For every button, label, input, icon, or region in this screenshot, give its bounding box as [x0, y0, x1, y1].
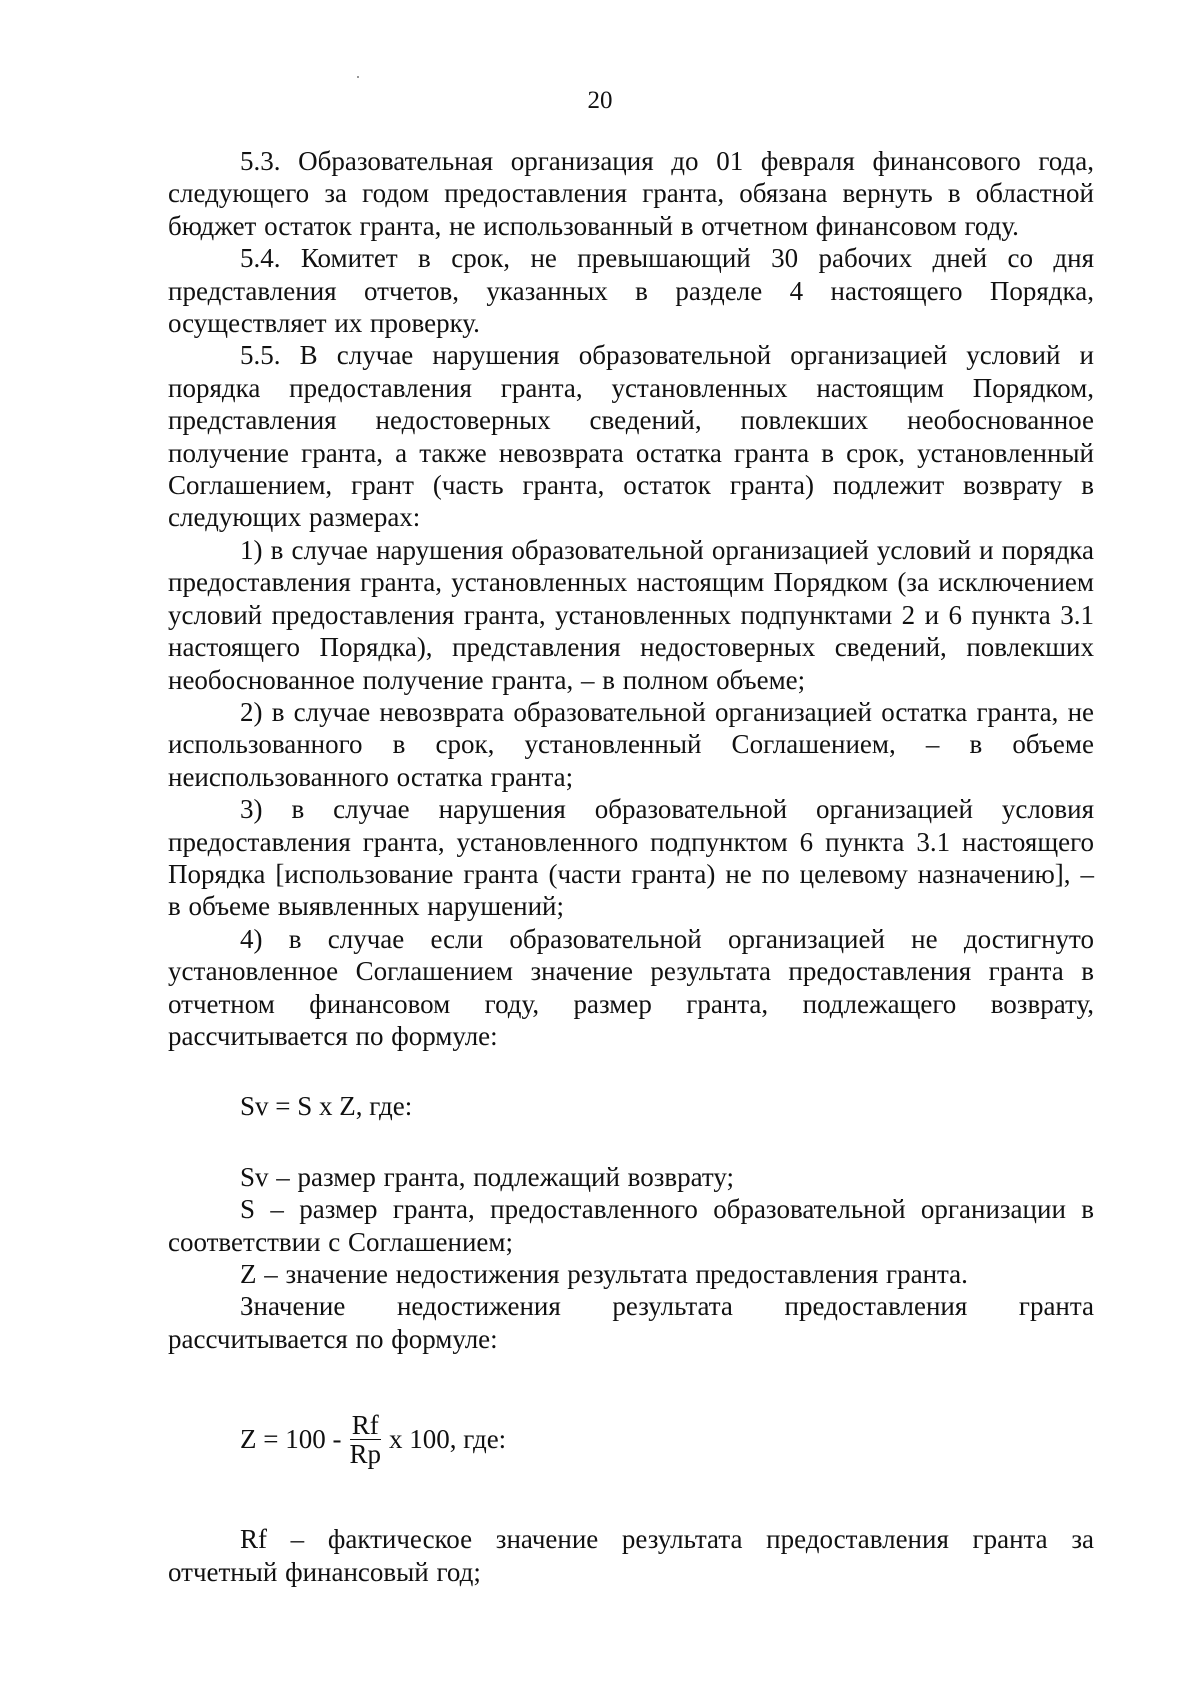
- scan-speck: [357, 76, 359, 78]
- formula-z-numerator: Rf: [351, 1409, 379, 1440]
- paragraph-5-4: 5.4. Комитет в срок, не превышающий 30 рабочих дней со дня представления отчетов, указанных в разделе 4 настоящего Порядка, осуществляет их проверку.: [168, 243, 1094, 339]
- list-item-2: 2) в случае невозврата образовательной организацией остатка гранта, не использованного в срок, установленный Соглашением, – в объеме неиспользованного остатка гранта;: [168, 696, 1094, 792]
- list-item-4: 4) в случае если образовательной организацией не достигнуто установленное Соглашением значение результата предоставления гранта в отчетном финансовом году, размер гранта, подлежащего возврату, рассчитывается по формуле:: [168, 923, 1094, 1051]
- definition-s: S – размер гранта, предоставленного образовательной организации в соответствии с Соглашением;: [168, 1194, 1094, 1257]
- formula-z-suffix: x 100, где:: [388, 1424, 507, 1455]
- page-number: 20: [587, 87, 613, 114]
- z-calculation-intro: Значение недостижения результата предоставления гранта рассчитывается по формуле:: [168, 1291, 1094, 1354]
- definition-z: Z – значение недостижения результата предоставления гранта.: [240, 1259, 968, 1289]
- formula-z: [168, 1399, 1094, 1479]
- document-body: [168, 145, 1094, 1588]
- paragraph-5-3: 5.3. Образовательная организация до 01 февраля финансового года, следующего за годом предоставления гранта, обязана вернуть в областной бюджет остаток гранта, не использованный в отчетном финансовом году.: [168, 146, 1094, 241]
- list-item-1: 1) в случае нарушения образовательной организацией условий и порядка предоставления гранта, установленных настоящим Порядком (за исключением условий предоставления гранта, установленных подпунктами 2 и 6 пункта 3.1 настоящего Порядка), представления недостоверных сведений, повлекших необоснованное получение гранта, – в полном объеме;: [168, 534, 1094, 695]
- formula-z-fraction: [347, 1411, 383, 1468]
- formula-z-denominator: Rp: [349, 1438, 381, 1469]
- formula-z-prefix: Z = 100 -: [240, 1424, 342, 1455]
- formula-sv: Sv = S x Z, где:: [240, 1091, 413, 1122]
- list-item-3: 3) в случае нарушения образовательной организацией условия предоставления гранта, установленного подпунктом 6 пункта 3.1 настоящего Порядка [использование гранта (части гранта) не по целевому назначению], – в объеме выявленных нарушений;: [168, 794, 1094, 922]
- paragraph-5-5: 5.5. В случае нарушения образовательной организацией условий и порядка предоставления гранта, установленных настоящим Порядком, представления недостоверных сведений, повлекших необоснованное получение гранта, а также невозврата остатка гранта в срок, установленный Соглашением, грант (часть гранта, остаток гранта) подлежит возврату в следующих размерах:: [168, 340, 1094, 533]
- definition-rf: Rf – фактическое значение результата предоставления гранта за отчетный финансовый год;: [168, 1524, 1094, 1587]
- definition-sv: Sv – размер гранта, подлежащий возврату;: [240, 1161, 735, 1192]
